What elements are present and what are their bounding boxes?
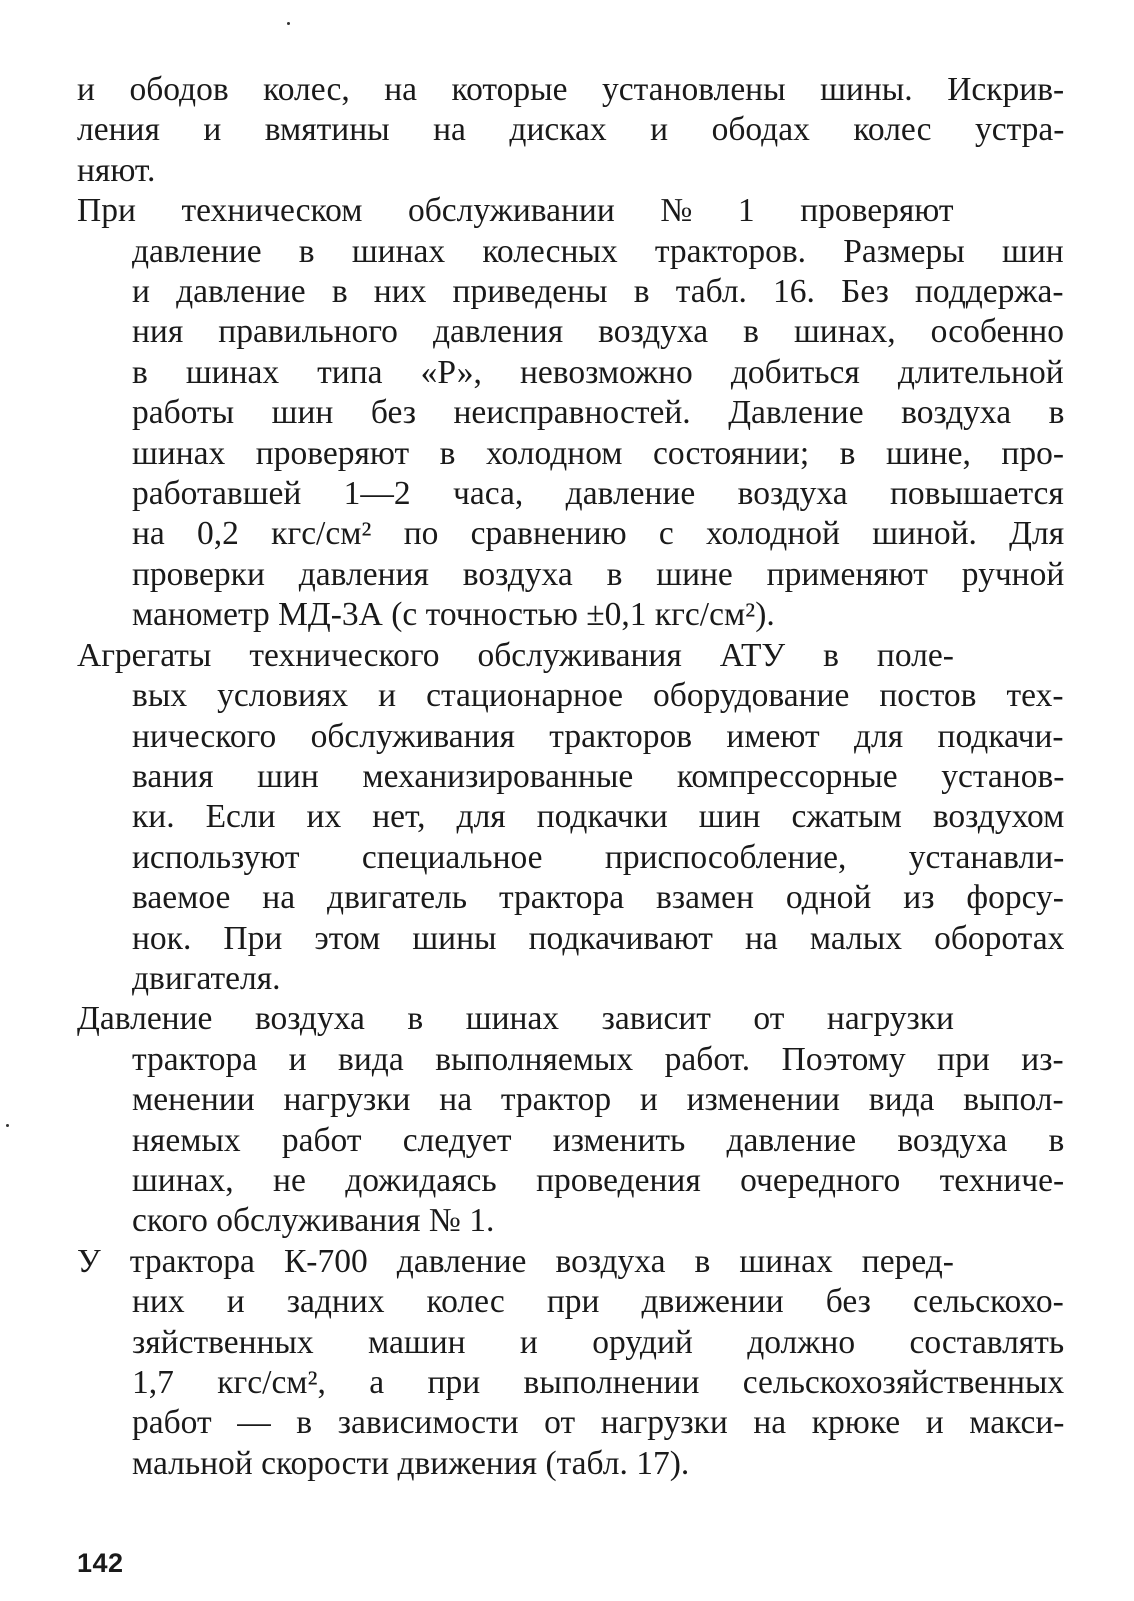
- text-line: ния правильного давления воздуха в шинах, особенно: [132, 313, 1064, 351]
- paragraph-tire-pressure-check: [77, 191, 1064, 635]
- text-line: шинах, не дожидаясь проведения очередного техниче-: [132, 1161, 1065, 1199]
- text-line: в шинах типа «Р», невозможно добиться длительной: [132, 353, 1064, 391]
- scan-speck: [287, 22, 290, 25]
- text-line: 1,7 кгс/см², а при выполнении сельскохозяйственных: [132, 1364, 1065, 1401]
- page-body: [77, 70, 1064, 1550]
- text-line: няют.: [77, 151, 156, 189]
- text-line: шинах проверяют в холодном состоянии; в шине, про-: [132, 434, 1065, 472]
- page-number: 142: [77, 1548, 124, 1578]
- text-line: зяйственных машин и орудий должно составлять: [132, 1323, 1065, 1361]
- text-line: мальной скорости движения (табл. 17).: [132, 1444, 690, 1482]
- text-line: трактора и вида выполняемых работ. Поэтому при из-: [132, 1040, 1064, 1078]
- text-line: двигателя.: [132, 959, 281, 997]
- text-line: Давление воздуха в шинах зависит от нагрузки: [77, 1000, 954, 1038]
- text-line: ки. Если их нет, для подкачки шин сжатым воздухом: [132, 798, 1065, 836]
- text-line: и ободов колес, на которые установлены шины. Искрив-: [77, 71, 1065, 108]
- paragraph-service-units: [77, 636, 1064, 1000]
- paragraph-wheel-rims: [77, 70, 1064, 191]
- paragraph-k700-pressure: [77, 1242, 1064, 1484]
- text-line: и давление в них приведены в табл. 16. Без поддержа-: [132, 273, 1064, 311]
- scan-speck: [6, 1124, 9, 1127]
- text-line: няемых работ следует изменить давление воздуха в: [132, 1121, 1065, 1159]
- text-line: У трактора К-700 давление воздуха в шинах перед-: [77, 1242, 954, 1280]
- text-line: нок. При этом шины подкачивают на малых оборотах: [132, 919, 1065, 957]
- text-line: вых условиях и стационарное оборудование постов тех-: [132, 677, 1064, 715]
- text-line: на 0,2 кгс/см² по сравнению с холодной шиной. Для: [132, 515, 1065, 553]
- text-line: Агрегаты технического обслуживания АТУ в поле-: [77, 636, 954, 674]
- text-line: ления и вмятины на дисках и ободах колес устра-: [77, 111, 1065, 149]
- text-line: работавшей 1—2 часа, давление воздуха повышается: [132, 475, 1064, 513]
- text-line: ваемое на двигатель трактора взамен одной из форсу-: [132, 879, 1064, 917]
- text-line: ского обслуживания № 1.: [132, 1202, 495, 1240]
- text-line: манометр МД-3А (с точностью ±0,1 кгс/см²).: [132, 596, 775, 634]
- text-line: При техническом обслуживании № 1 проверяют: [77, 192, 954, 230]
- text-line: менении нагрузки на трактор и изменении вида выпол-: [132, 1081, 1064, 1119]
- text-line: них и задних колес при движении без сельскохо-: [132, 1283, 1064, 1321]
- text-line: работы шин без неисправностей. Давление воздуха в: [132, 394, 1065, 432]
- text-line: вания шин механизированные компрессорные установ-: [132, 757, 1065, 795]
- text-line: проверки давления воздуха в шине применяют ручной: [132, 555, 1065, 593]
- text-line: давление в шинах колесных тракторов. Размеры шин: [132, 232, 1064, 270]
- text-line: нического обслуживания тракторов имеют для подкачи-: [132, 717, 1064, 755]
- text-line: работ — в зависимости от нагрузки на крюке и макси-: [132, 1404, 1065, 1442]
- paragraph-load-dependence: [77, 999, 1064, 1241]
- text-line: используют специальное приспособление, устанавли-: [132, 838, 1065, 876]
